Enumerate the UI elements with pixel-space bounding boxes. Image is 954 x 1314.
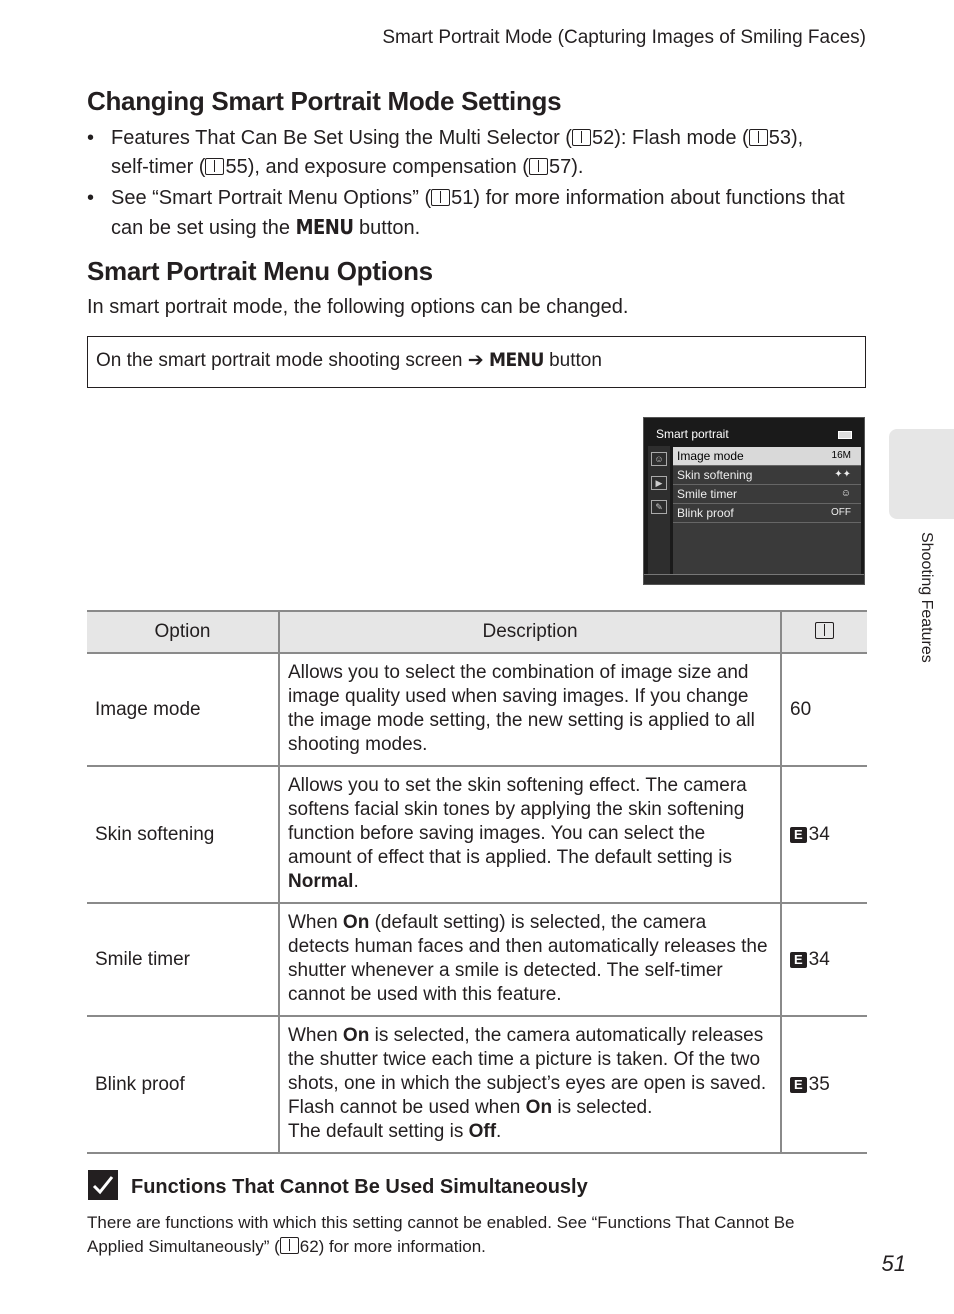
bullet-text: 55), and exposure compensation ( bbox=[225, 156, 529, 178]
page-cell: E 34 bbox=[781, 766, 867, 903]
camera-menu-item: Image mode 16M bbox=[673, 447, 861, 466]
nav-text: On the smart portrait mode shooting screen bbox=[96, 350, 468, 371]
option-cell: Skin softening bbox=[87, 766, 279, 903]
image-mode-icon: 16M bbox=[831, 450, 851, 461]
page-ref-icon bbox=[431, 189, 450, 206]
page-ref-icon bbox=[280, 1237, 299, 1254]
bullet-menu-options bbox=[87, 184, 877, 243]
menu-button-icon: MENU bbox=[295, 215, 354, 239]
section-heading-menu-options: Smart Portrait Menu Options bbox=[87, 256, 433, 286]
running-header: Smart Portrait Mode (Capturing Images of Smiling Faces) bbox=[382, 27, 866, 48]
bullet-text: 57). bbox=[548, 156, 584, 178]
camera-menu-tabs bbox=[648, 446, 670, 576]
reference-section-icon: E bbox=[790, 827, 807, 843]
page-ref-icon bbox=[205, 158, 224, 175]
section-heading-changing-settings: Changing Smart Portrait Mode Settings bbox=[87, 86, 562, 116]
page-number: 51 bbox=[881, 1251, 906, 1276]
camera-menu-item: Skin softening ✦✦ bbox=[673, 466, 861, 485]
settings-bullet-list bbox=[87, 124, 877, 245]
column-header-option: Option bbox=[87, 611, 279, 653]
bullet-text: See “Smart Portrait Menu Options” ( bbox=[111, 187, 432, 209]
note-title: Functions That Cannot Be Used Simultaneously bbox=[131, 1176, 588, 1198]
nav-text: button bbox=[543, 350, 602, 371]
camera-menu-item: Smile timer ☺ bbox=[673, 485, 861, 504]
page-cell: E 35 bbox=[781, 1016, 867, 1153]
movie-camera-icon: ▶ bbox=[651, 476, 667, 490]
page-ref-icon bbox=[572, 129, 591, 146]
page-ref-icon bbox=[815, 622, 834, 639]
camera-menu-title: Smart portrait bbox=[656, 427, 729, 441]
note-text: There are functions with which this setting cannot be enabled. See “Functions That Cannot Be Applied Simultaneously” ( 62) for more information. bbox=[87, 1213, 795, 1256]
arrow-right-icon: ➔ bbox=[467, 350, 484, 371]
description-cell: When On (default setting) is selected, the camera detects human faces and then automatically releases the shutter whenever a smile is detected. The self-timer cannot be used with this feature. bbox=[279, 903, 781, 1016]
page-cell: 60 bbox=[781, 653, 867, 766]
smile-timer-icon: ☺ bbox=[840, 488, 851, 499]
bullet-text: self-timer ( bbox=[111, 156, 206, 178]
bullet-text: 53), bbox=[768, 127, 804, 149]
reference-section-icon: E bbox=[790, 1077, 807, 1093]
chapter-side-label: Shooting Features bbox=[918, 532, 935, 663]
reference-section-icon: E bbox=[790, 952, 807, 968]
battery-icon bbox=[838, 431, 852, 439]
note-check-icon bbox=[88, 1170, 118, 1200]
bullet-text: 51) for more information about functions that can be set using the bbox=[111, 187, 845, 239]
chapter-side-tab bbox=[889, 429, 954, 519]
skin-softening-icon: ✦✦ bbox=[834, 469, 851, 480]
camera-menu-item: Blink proof OFF bbox=[673, 504, 861, 523]
option-cell: Image mode bbox=[87, 653, 279, 766]
description-cell: Allows you to set the skin softening effect. The camera softens facial skin tones by applying the skin softening function before saving images. You can select the amount of effect that is applied. The default setting is Normal. bbox=[279, 766, 781, 903]
navigation-path-box bbox=[87, 336, 866, 388]
camera-menu-footer bbox=[644, 574, 864, 584]
wrench-icon: ✎ bbox=[651, 500, 667, 514]
intro-text: In smart portrait mode, the following options can be changed. bbox=[87, 296, 629, 318]
camera-menu-screen bbox=[643, 417, 865, 585]
column-header-page bbox=[781, 611, 867, 653]
camera-menu-list bbox=[673, 447, 861, 575]
bullet-text: button. bbox=[353, 217, 421, 239]
page-ref-icon bbox=[749, 129, 768, 146]
table-row bbox=[87, 1016, 867, 1153]
column-header-description: Description bbox=[279, 611, 781, 653]
options-table bbox=[87, 610, 867, 1154]
menu-button-icon: MENU bbox=[488, 349, 544, 371]
option-cell: Blink proof bbox=[87, 1016, 279, 1153]
table-row bbox=[87, 766, 867, 903]
bullet-multi-selector bbox=[87, 124, 877, 182]
table-row bbox=[87, 653, 867, 766]
bullet-text: 52): Flash mode ( bbox=[591, 127, 749, 149]
table-row bbox=[87, 903, 867, 1016]
description-cell: Allows you to select the combination of image size and image quality used when saving images. If you change the image mode setting, the new setting is applied to all shooting modes. bbox=[279, 653, 781, 766]
blink-proof-value: OFF bbox=[831, 507, 851, 518]
table-header-row bbox=[87, 611, 867, 653]
description-cell: When On is selected, the camera automatically releases the shutter twice each time a picture is taken. Of the two shots, one in which the subject’s eyes are open is saved. Flash cannot be used when On is selected. The default setting is Off. bbox=[279, 1016, 781, 1153]
smile-face-icon: ☺ bbox=[651, 452, 667, 466]
option-cell: Smile timer bbox=[87, 903, 279, 1016]
page-ref-icon bbox=[529, 158, 548, 175]
bullet-text: Features That Can Be Set Using the Multi Selector ( bbox=[111, 127, 572, 149]
page-cell: E 34 bbox=[781, 903, 867, 1016]
